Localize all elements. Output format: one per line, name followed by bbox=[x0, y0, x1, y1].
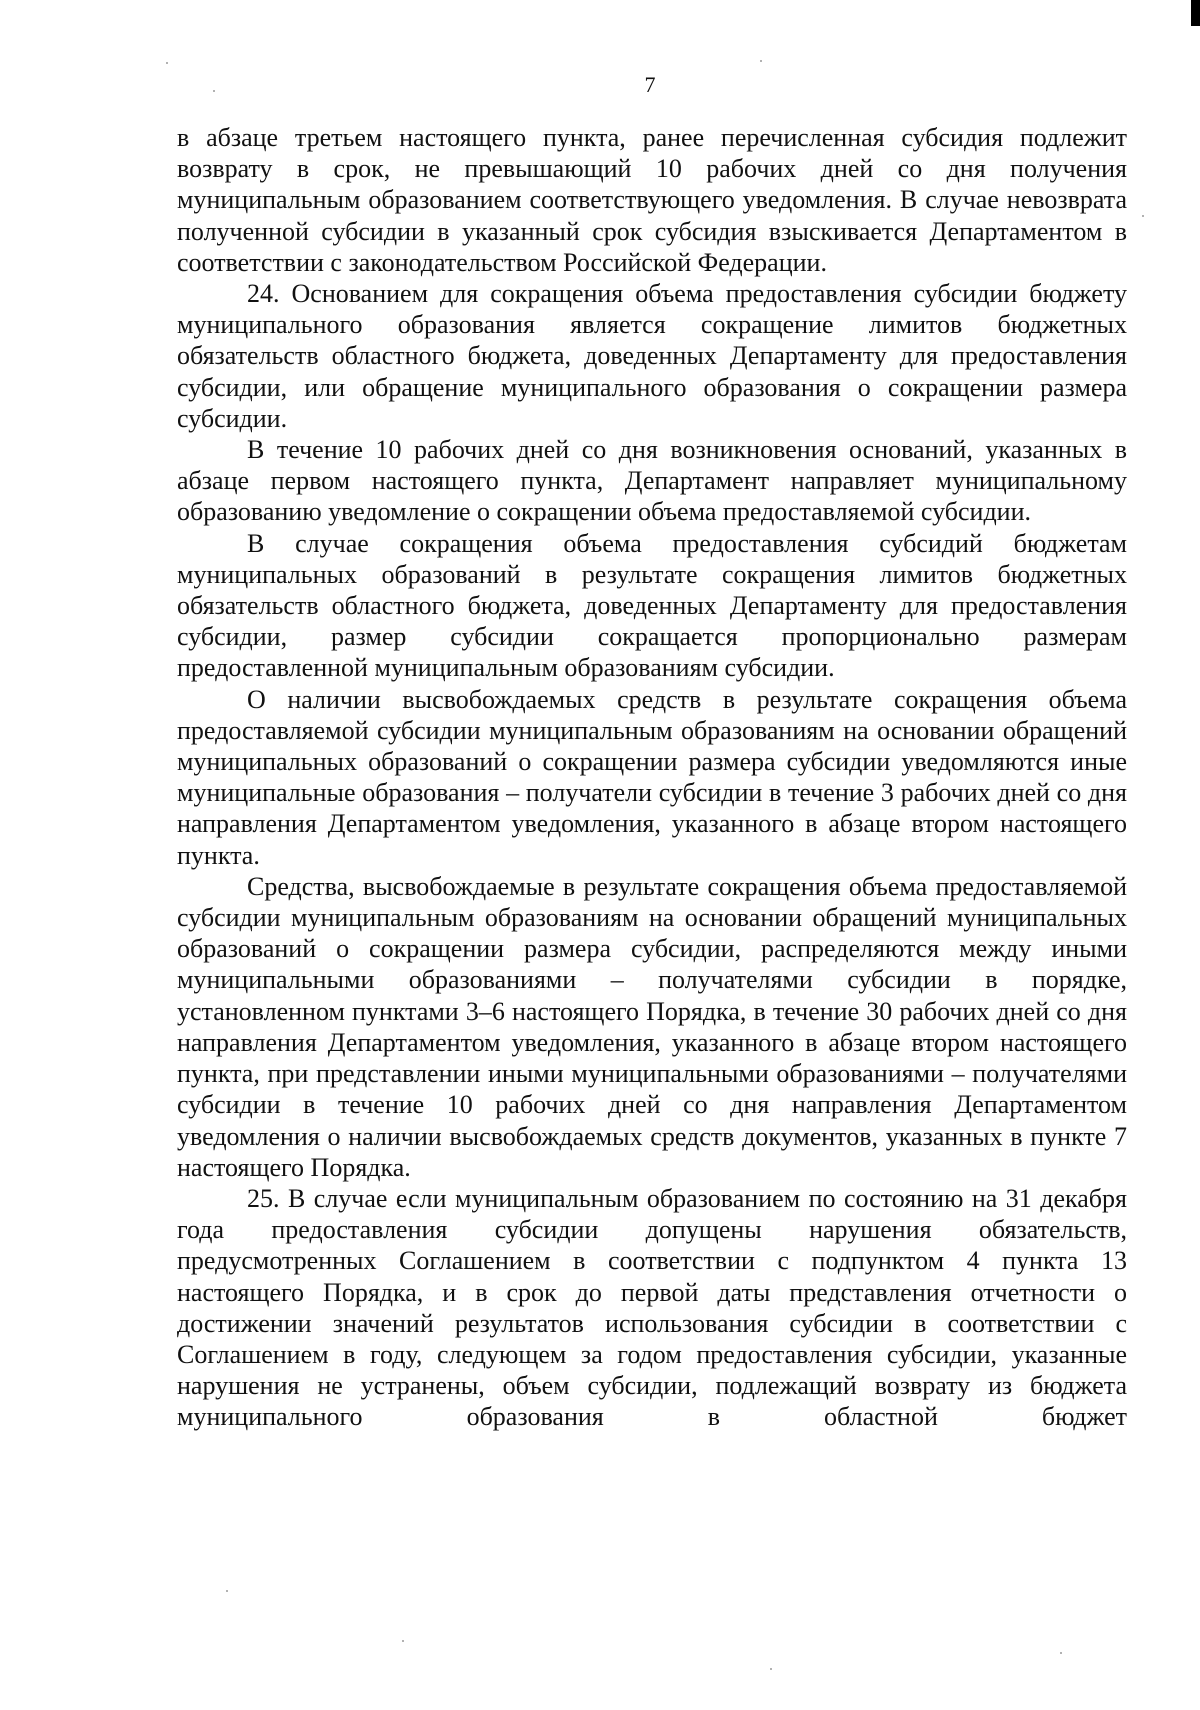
scan-speck bbox=[226, 1590, 228, 1592]
page-number: 7 bbox=[644, 72, 656, 97]
scan-speck bbox=[166, 62, 168, 64]
scan-edge-mark bbox=[1191, 0, 1200, 26]
scan-speck bbox=[770, 1668, 772, 1670]
scan-speck bbox=[402, 1640, 404, 1642]
paragraph-item-25: 25. В случае если муниципальным образованием по состоянию на 31 декабря года предоставления субсидии допущены нарушения обязательств, предусмотренных Соглашением в соответствии с подпунктом 4 пункта 13 настоящего Порядка, и в срок до первой даты представления отчетности о достижении значений результатов использования субсидии в соответствии с Соглашением в году, следующем за годом предоставления субсидии, указанные нарушения не устранены, объем субсидии, подлежащий возврату из бюджета муниципального образования в областной бюджет bbox=[177, 1183, 1127, 1432]
paragraph: Средства, высвобождаемые в результате сокращения объема предоставляемой субсидии муниципальным образованиям на основании обращений муниципальных образований о сокращении размера субсидии, распределяются между иными муниципальными образованиями – получателями субсидии в порядке, установленном пунктами 3–6 настоящего Порядка, в течение 30 рабочих дней со дня направления Департаментом уведомления, указанного в абзаце втором настоящего пункта, при представлении иными муниципальными образованиями – получателями субсидии в течение 10 рабочих дней со дня направления Департаментом уведомления о наличии высвобождаемых средств документов, указанных в пункте 7 настоящего Порядка. bbox=[177, 871, 1127, 1182]
paragraph-item-24: 24. Основанием для сокращения объема предоставления субсидии бюджету муниципального образования является сокращение лимитов бюджетных обязательств областного бюджета, доведенных Департаменту для предоставления субсидии, или обращение муниципального образования о сокращении размера субсидии. bbox=[177, 279, 1127, 433]
paragraph: О наличии высвобождаемых средств в результате сокращения объема предоставляемой субсидии муниципальным образованиям на основании обращений муниципальных образований о сокращении размера субсидии уведомляются иные муниципальные образования – получатели субсидии в течение 3 рабочих дней со дня направления Департаментом уведомления, указанного в абзаце втором настоящего пункта. bbox=[177, 684, 1127, 870]
paragraph: В случае сокращения объема предоставления субсидий бюджетам муниципальных образований в результате сокращения лимитов бюджетных обязательств областного бюджета, доведенных Департаменту для предоставления субсидии, размер субсидии сокращается пропорционально размерам предоставленной муниципальным образованиям субсидии. bbox=[177, 528, 1127, 683]
scan-speck bbox=[1142, 215, 1144, 217]
paragraph: В течение 10 рабочих дней со дня возникновения оснований, указанных в абзаце первом настоящего пункта, Департамент направляет муниципальному образованию уведомление о сокращении объема предоставляемой субсидии. bbox=[177, 435, 1127, 527]
document-body bbox=[177, 122, 1127, 1433]
scan-speck bbox=[1060, 1652, 1062, 1654]
scan-speck bbox=[760, 60, 762, 62]
paragraph-continuation: в абзаце третьем настоящего пункта, ранее перечисленная субсидия подлежит возврату в срок, не превышающий 10 рабочих дней со дня получения муниципальным образованием соответствующего уведомления. В случае невозврата полученной субсидии в указанный срок субсидия взыскивается Департаментом в соответствии с законодательством Российской Федерации. bbox=[177, 123, 1127, 277]
